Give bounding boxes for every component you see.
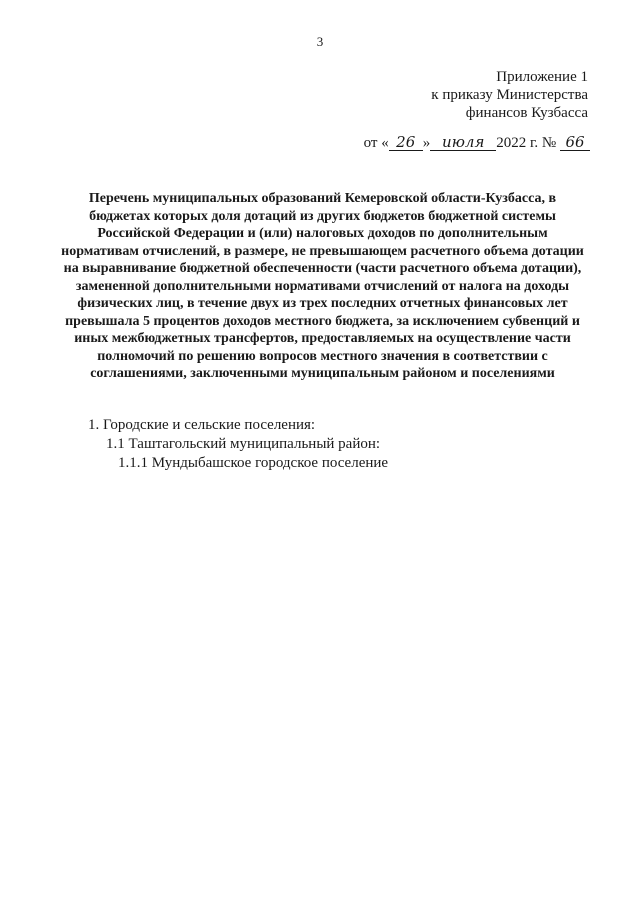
handwritten-day: 26 xyxy=(389,135,423,151)
handwritten-order-number: 66 xyxy=(560,135,590,151)
date-year-label: 2022 г. № xyxy=(496,135,557,151)
order-date-line xyxy=(364,132,590,154)
date-quote-close: » xyxy=(422,135,431,151)
list-item-level-1: 1. Городские и сельские поселения: xyxy=(88,417,316,433)
list-item-level-2: 1.1 Таштагольский муниципальный район: xyxy=(106,436,381,452)
appendix-line-1: Приложение 1 xyxy=(496,69,588,85)
page-number: 3 xyxy=(316,34,324,49)
date-prefix: от « xyxy=(363,135,389,151)
document-title: Перечень муниципальных образований Кемеровской области-Кузбасса, в бюджетах которых доля дотаций из других бюджетов бюджетной системы Российской Федерации и (или) налоговых доходов по дополнительным нормативам отчислений, в размере, не превышающем расчетного объема дотации на выравнивание бюджетной обеспеченности (части расчетного объема дотации), замененной дополнительными нормативами отчислений от налога на доходы физических лиц, в течение двух из трех последних отчетных финансовых лет превышала 5 процентов доходов местного бюджета, за исключением субвенций и иных межбюджетных трансфертов, предоставляемых на осуществление части полномочий по решению вопросов местного значения в соответствии с соглашениями, заключенными муниципальным районом и поселениями xyxy=(61,191,584,381)
handwritten-month: июля xyxy=(430,135,496,151)
appendix-heading xyxy=(328,68,588,122)
appendix-line-3: финансов Кузбасса xyxy=(465,105,588,121)
appendix-line-2: к приказу Министерства xyxy=(431,87,588,103)
list-item-level-3: 1.1.1 Мундыбашское городское поселение xyxy=(118,455,389,471)
